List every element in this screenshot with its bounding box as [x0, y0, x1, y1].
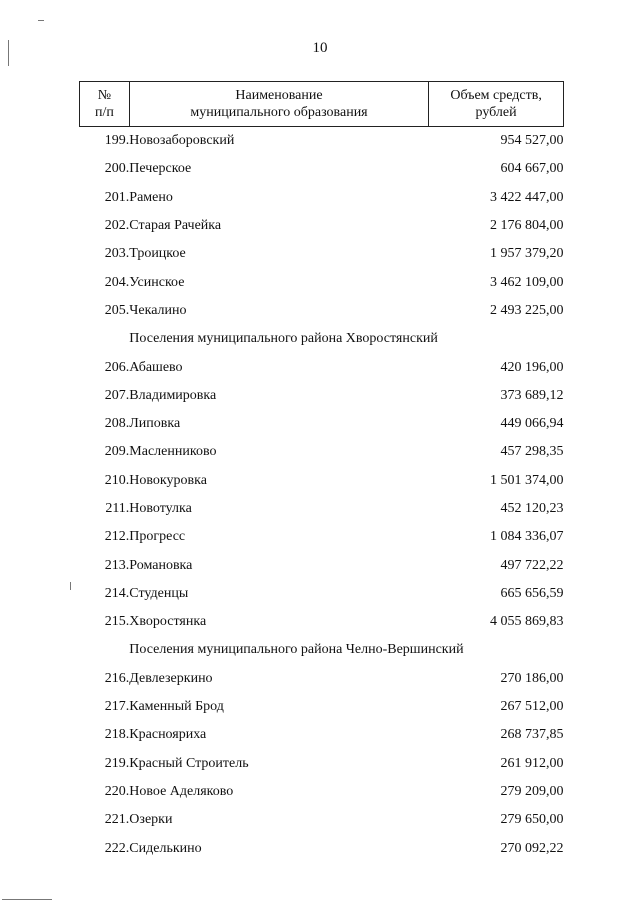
table-header-row: [80, 82, 564, 127]
row-name: Новокуровка: [129, 472, 207, 488]
row-amount: 270 186,00: [500, 670, 564, 686]
scan-mark-bottom: [2, 899, 52, 900]
table-row: [80, 184, 564, 212]
row-amount: 1 084 336,07: [490, 529, 564, 545]
row-number: 209.: [104, 444, 130, 460]
row-amount: 261 912,00: [500, 755, 564, 771]
row-amount: 2 176 804,00: [490, 218, 564, 234]
table-row: [80, 297, 564, 325]
section-row: [80, 636, 564, 664]
row-name: Красный Строитель: [129, 755, 249, 771]
row-number: 214.: [104, 585, 130, 601]
row-name: Каменный Брод: [129, 699, 224, 715]
row-amount: 279 209,00: [500, 783, 564, 799]
page-number: 10: [312, 40, 328, 56]
row-number: 216.: [104, 670, 130, 686]
row-amount: 279 650,00: [500, 812, 564, 828]
table-row: [80, 523, 564, 551]
table-row: [80, 240, 564, 268]
allocation-table: [79, 81, 564, 863]
row-amount: 420 196,00: [500, 359, 564, 375]
row-name: Прогресс: [129, 529, 186, 545]
row-name: Новое Аделяково: [129, 783, 234, 799]
row-amount: 270 092,22: [500, 840, 564, 856]
row-name: Новотулка: [129, 501, 192, 516]
row-number: 200.: [104, 161, 130, 177]
row-amount: 3 422 447,00: [490, 189, 564, 205]
table-body: [80, 127, 564, 863]
header-num-line2: п/п: [94, 105, 114, 120]
row-amount: 954 527,00: [500, 133, 564, 149]
scan-mark-mid: [70, 582, 71, 590]
row-number: 208.: [104, 416, 130, 432]
row-number: 215.: [104, 614, 130, 630]
section-spacer: [80, 636, 130, 664]
row-amount: 4 055 869,83: [490, 614, 564, 630]
table-row: [80, 268, 564, 296]
table-row: [80, 353, 564, 381]
header-name-line2: муниципального образования: [190, 105, 368, 120]
row-number: 213.: [104, 557, 130, 573]
row-amount: 457 298,35: [500, 444, 564, 460]
scan-mark-top: [38, 20, 44, 21]
table-row: [80, 467, 564, 495]
row-amount: 449 066,94: [500, 416, 564, 432]
row-name: Студенцы: [129, 585, 189, 601]
row-number: 221.: [104, 812, 130, 828]
row-number: 219.: [104, 755, 130, 771]
row-amount: 665 656,59: [500, 585, 564, 601]
row-name: Владимировка: [129, 387, 217, 403]
header-amount: [429, 82, 564, 127]
header-name-line1: Наименование: [235, 88, 323, 103]
row-name: Троицкое: [129, 246, 186, 262]
row-amount: 268 737,85: [500, 727, 564, 743]
section-title: Поселения муниципального района Челно-Вершинский: [129, 642, 464, 658]
row-amount: 1 501 374,00: [490, 472, 564, 488]
row-number: 199.: [104, 133, 130, 149]
table-row: [80, 551, 564, 579]
row-number: 203.: [104, 246, 130, 262]
section-row: [80, 325, 564, 353]
header-amount-line1: Объем средств,: [450, 88, 542, 103]
table-row: [80, 806, 564, 834]
row-amount: 267 512,00: [500, 699, 564, 715]
table-row: [80, 212, 564, 240]
row-amount: 2 493 225,00: [490, 302, 564, 318]
row-name: Романовка: [129, 557, 193, 573]
table-row: [80, 410, 564, 438]
table-row: [80, 750, 564, 778]
row-amount: 604 667,00: [500, 161, 564, 177]
table-row: [80, 608, 564, 636]
row-number: 212.: [104, 529, 130, 545]
header-num-line1: №: [97, 88, 112, 103]
table-row: [80, 693, 564, 721]
table-row: [80, 382, 564, 410]
row-name: Хворостянка: [129, 614, 207, 630]
row-number: 222.: [104, 840, 130, 856]
row-name: Абашево: [129, 359, 183, 375]
row-name: Девлезеркино: [129, 670, 213, 686]
row-number: 210.: [104, 472, 130, 488]
header-amount-line2: рублей: [475, 105, 517, 120]
table-row: [80, 721, 564, 749]
row-number: 220.: [104, 783, 130, 799]
row-number: 211.: [105, 501, 130, 516]
table-row: [80, 438, 564, 466]
table-row: [80, 127, 564, 156]
row-name: Масленниково: [129, 444, 217, 460]
table-row: [80, 580, 564, 608]
row-number: 204.: [104, 274, 130, 290]
row-amount: 1 957 379,20: [490, 246, 564, 262]
row-amount: 373 689,12: [500, 387, 564, 403]
row-name: Новозаборовский: [129, 133, 235, 149]
row-number: 207.: [104, 387, 130, 403]
header-name: [129, 82, 428, 127]
row-name: Рамено: [129, 189, 173, 205]
section-title: Поселения муниципального района Хворостянский: [129, 331, 438, 347]
row-amount: 3 462 109,00: [490, 274, 564, 290]
row-number: 206.: [104, 359, 130, 375]
table-row: [80, 155, 564, 183]
table-row: [80, 834, 564, 862]
section-spacer: [80, 325, 130, 353]
table-row: [80, 778, 564, 806]
row-number: 202.: [104, 218, 130, 234]
row-name: Чекалино: [129, 302, 187, 318]
row-amount: 452 120,23: [500, 501, 564, 516]
row-name: Краснояриха: [129, 727, 207, 743]
row-number: 217.: [104, 699, 130, 715]
row-name: Печерское: [129, 161, 192, 177]
row-number: 218.: [104, 727, 130, 743]
row-number: 205.: [104, 302, 130, 318]
row-name: Старая Рачейка: [129, 218, 222, 234]
row-amount: 497 722,22: [500, 557, 564, 573]
table-row: [80, 665, 564, 693]
header-num: [80, 82, 130, 127]
table-row: [80, 495, 564, 523]
row-name: Озерки: [129, 812, 173, 828]
row-name: Сиделькино: [129, 840, 202, 856]
row-name: Усинское: [129, 274, 185, 290]
row-name: Липовка: [129, 416, 181, 432]
row-number: 201.: [104, 189, 130, 205]
